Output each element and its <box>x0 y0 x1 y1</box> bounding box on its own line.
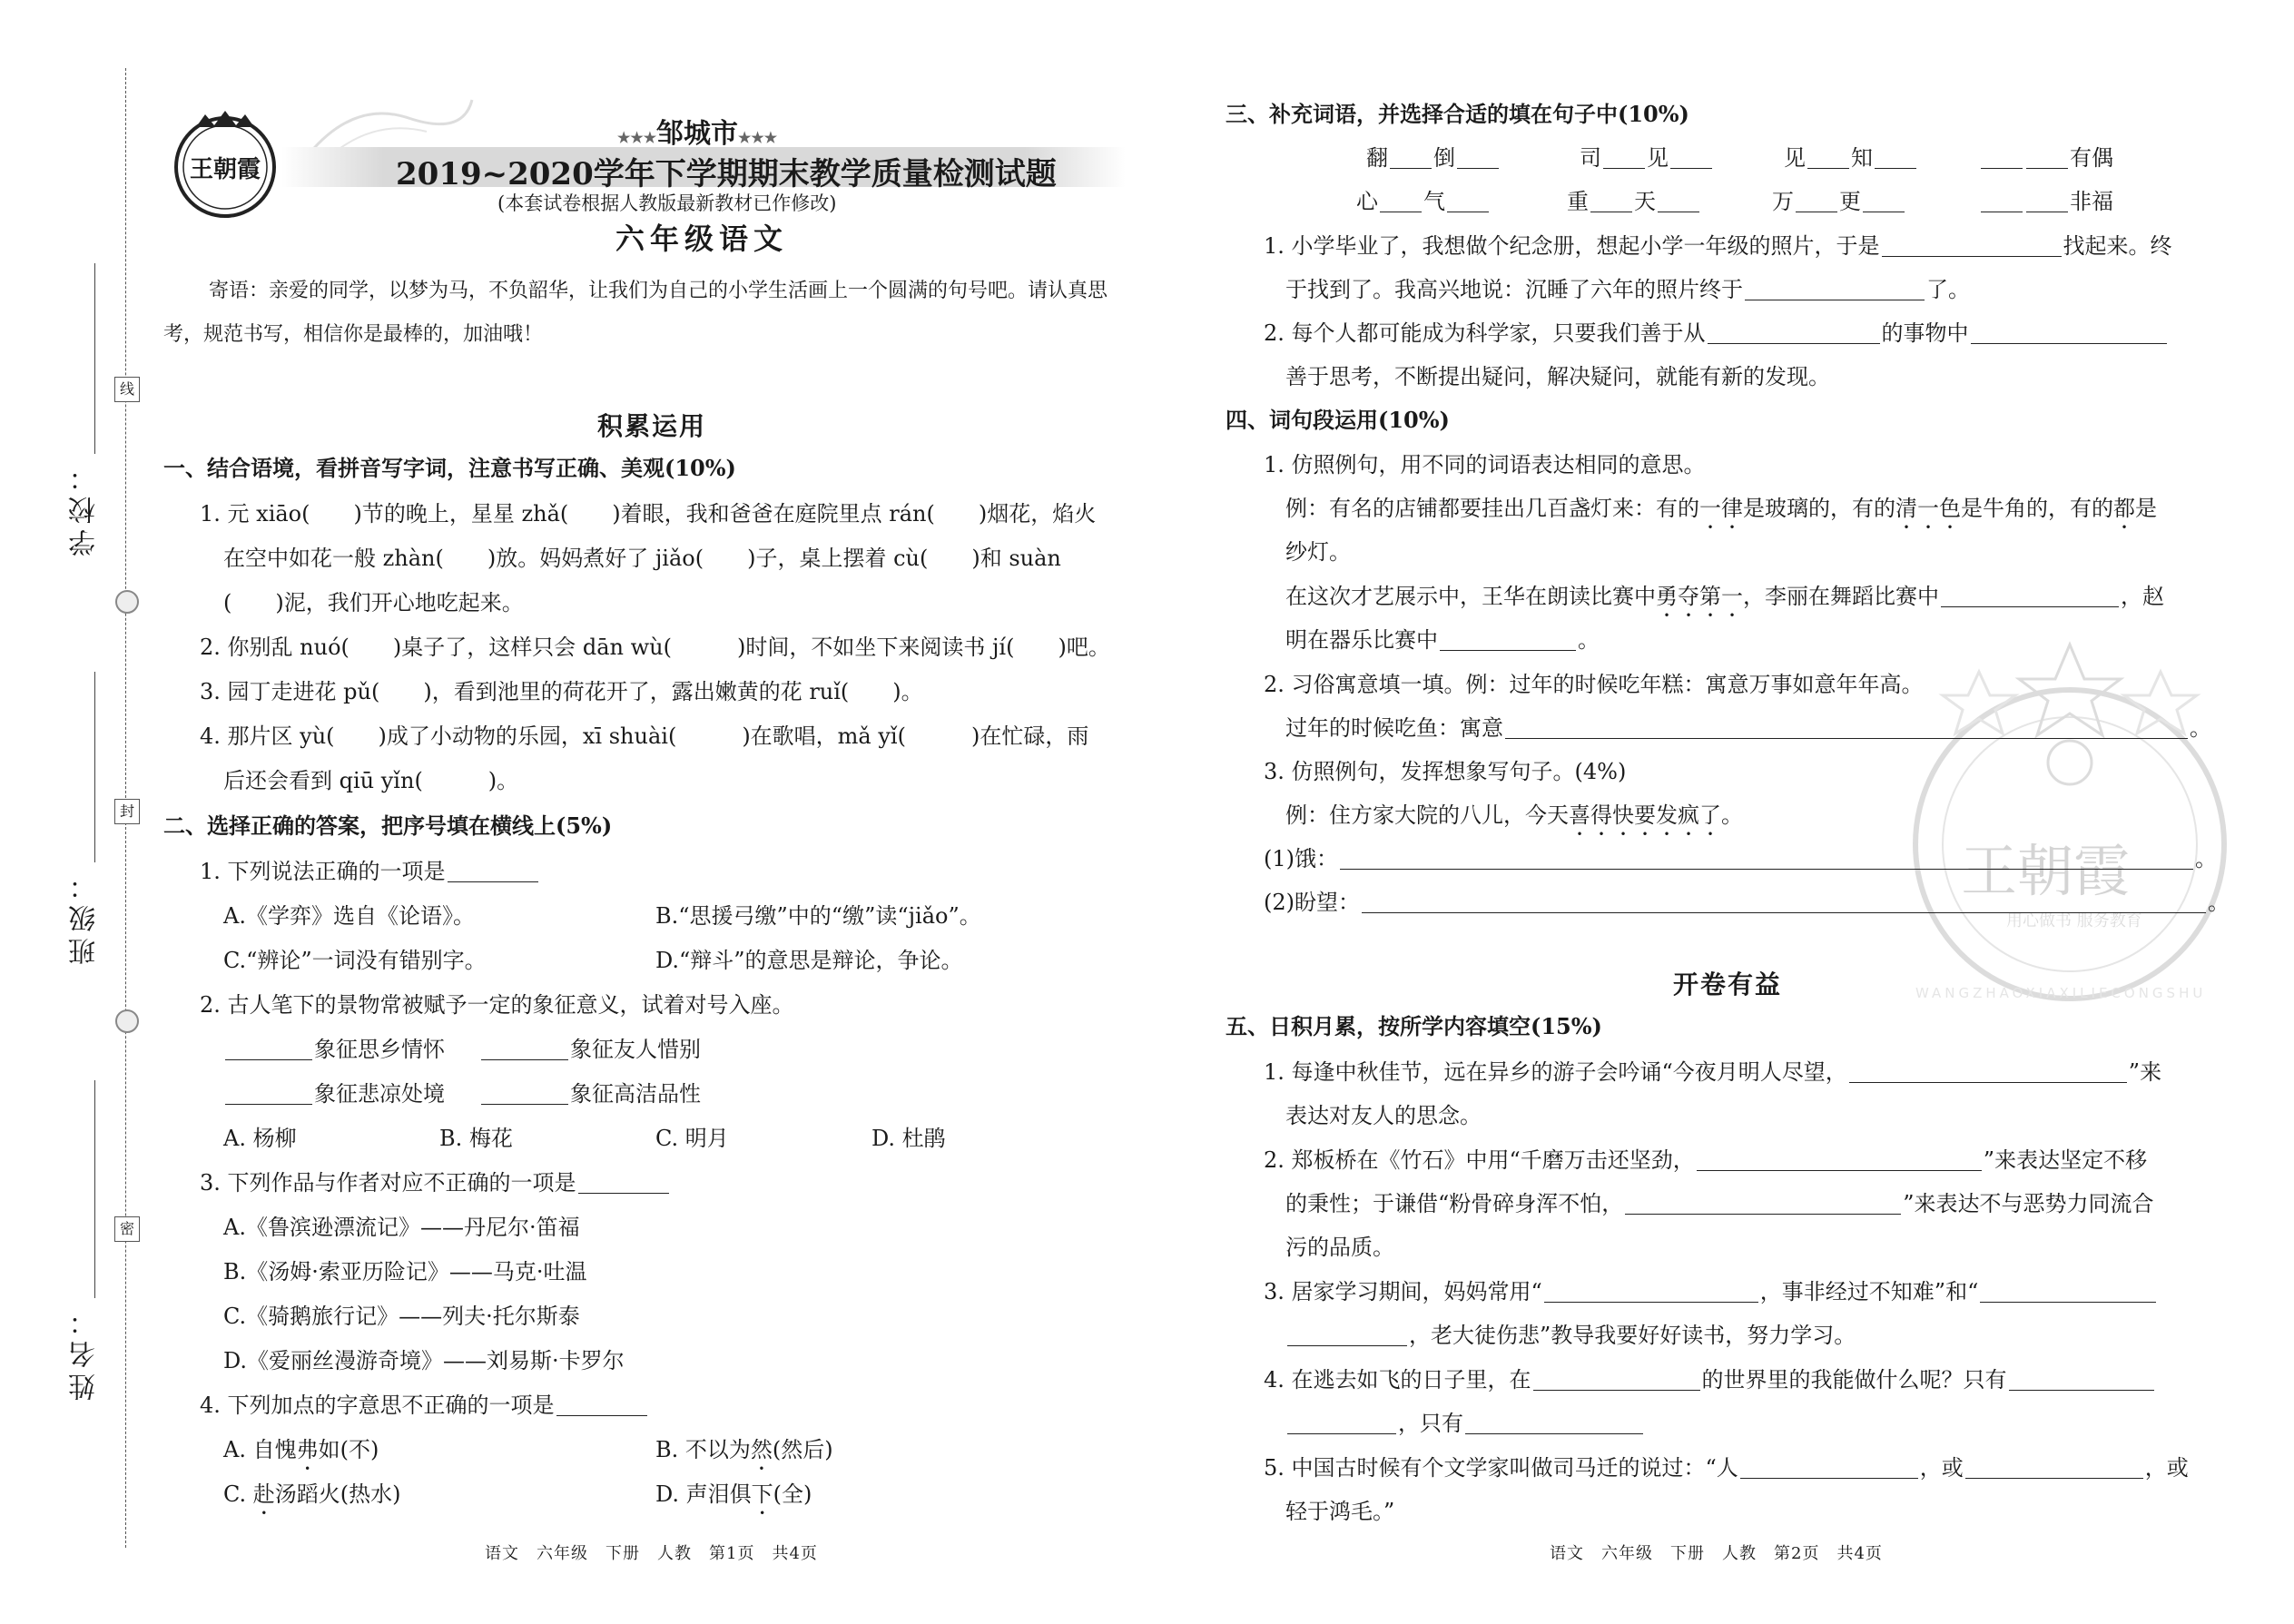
q-text: 的事物中 <box>1881 320 1969 346</box>
logo <box>169 107 281 220</box>
q2-s4-option-d <box>655 1480 812 1520</box>
dotted-word: 都 <box>2113 496 2135 521</box>
dotted-char: 弗 <box>296 1437 319 1462</box>
class-line <box>94 672 95 862</box>
dotted-word: 清一色 <box>1895 496 1961 521</box>
q4-task-1-line-2 <box>1285 625 1600 655</box>
q-text: 例：有名的店铺都要挂出几百盏灯来：有的 <box>1285 496 1699 521</box>
q-text: 2. 每个人都可能成为科学家，只要我们善于从 <box>1264 320 1706 346</box>
q1-line-3: ( )泥，我们开心地吃起来。 <box>223 590 524 615</box>
q2-s2-blank[interactable] <box>225 1038 312 1060</box>
q2-s3-blank[interactable] <box>578 1171 669 1194</box>
word-char: 倒 <box>1433 145 1455 171</box>
q5-blank[interactable] <box>1287 1324 1407 1346</box>
q3-word-4 <box>1979 143 2113 172</box>
q4-s2: 2. 习俗寓意填一填。例：过年的时候吃年糕：寓意万事如意年年高。 <box>1264 672 1924 697</box>
q2-s2-r2a: 象征悲凉处境 <box>314 1081 445 1107</box>
word-char: 非福 <box>2070 189 2113 214</box>
q2-s2-blank[interactable] <box>481 1038 568 1060</box>
message-line-1: 寄语：亲爱的同学，以梦为马，不负韶华，让我们为自己的小学生活画上一个圆满的句号吧。请认真思 <box>209 280 1108 302</box>
q2-s2-r2b: 象征高洁品性 <box>570 1081 701 1107</box>
region-stars-right: ★★★ <box>738 129 778 146</box>
school-line <box>94 263 95 454</box>
seal-char-xian: 线 <box>114 377 140 402</box>
q-text: 例：住方家大院的八儿，今天 <box>1285 802 1569 828</box>
dotted-char: 然 <box>750 1437 773 1462</box>
watermark-text: 王朝霞 <box>1961 838 2131 904</box>
q2-heading: 二、选择正确的答案，把序号填在横线上(5%) <box>163 812 613 839</box>
q-text: ，赵 <box>2121 584 2164 609</box>
q3-word-5 <box>1356 187 1491 216</box>
q5-blank[interactable] <box>2009 1368 2154 1391</box>
q4-heading: 四、词句段运用(10%) <box>1226 407 1450 433</box>
q5-s1-line-2: 表达对友人的思念。 <box>1285 1103 1482 1128</box>
q4-blank[interactable] <box>1362 891 2206 913</box>
q2-s1 <box>200 857 540 886</box>
q2-s1-option-b: B.“思援弓缴”中的“缴”读“jiǎo”。 <box>655 903 981 929</box>
q5-blank[interactable] <box>1740 1456 1918 1479</box>
q3-word-2 <box>1580 143 1714 172</box>
word-char: 重 <box>1567 189 1589 214</box>
opt-text: 汤蹈火(热水) <box>274 1481 401 1507</box>
q2-s2-option-b: B. 梅花 <box>439 1126 513 1151</box>
q2-s3-option-d: D.《爱丽丝漫游奇境》——刘易斯·卡罗尔 <box>223 1348 625 1373</box>
word-blank[interactable] <box>1457 146 1499 169</box>
q2-s1-option-a: A.《学弈》选自《论语》。 <box>223 903 475 929</box>
word-char: 有偶 <box>2070 145 2113 171</box>
q5-blank[interactable] <box>1287 1412 1396 1434</box>
q-text: ，老大徒伤悲”教导我要好好读书，努力学习。 <box>1409 1323 1856 1348</box>
opt-text: 如(不) <box>318 1437 379 1462</box>
q-text: 。 <box>1721 802 1743 828</box>
dotted-char: 下 <box>751 1481 773 1507</box>
q-text: 明在器乐比赛中 <box>1285 627 1438 653</box>
q3-s1-line-2 <box>1285 275 1970 304</box>
q-text: 是 <box>2135 496 2157 521</box>
q5-s2-line-3: 污的品质。 <box>1285 1235 1394 1260</box>
q3-word-6 <box>1567 187 1701 216</box>
region-stars-left: ★★★ <box>617 129 657 146</box>
q2-s4-blank[interactable] <box>556 1393 647 1416</box>
q-text: 。 <box>2195 846 2217 871</box>
q3-heading: 三、补充词语，并选择合适的填在句子中(10%) <box>1226 101 1689 127</box>
school-label: 学校： <box>69 458 101 556</box>
q3-s2-line-1 <box>1264 319 2169 348</box>
q2-s3 <box>200 1168 671 1197</box>
opt-text: C. <box>223 1481 253 1507</box>
q-text: 5. 中国古时候有个文学家叫做司马迁的说过：“人 <box>1264 1455 1738 1481</box>
q5-blank[interactable] <box>1533 1368 1700 1391</box>
q5-s2-line-1 <box>1264 1146 2147 1175</box>
q3-blank[interactable] <box>1882 234 2062 257</box>
q2-s3-option-b: B.《汤姆·索亚历险记》——马克·吐温 <box>223 1259 587 1284</box>
word-char: 司 <box>1580 145 1601 171</box>
q4-s2-task <box>1285 714 2211 743</box>
q-text: 的世界里的我能做什么呢？只有 <box>1701 1367 2007 1393</box>
exam-subject: 六年级语文 <box>615 221 789 256</box>
word-blank[interactable] <box>1390 146 1432 169</box>
opt-text: (然后) <box>772 1437 833 1462</box>
q3-s2-line-2: 善于思考，不断提出疑问，解决疑问，就能有新的发现。 <box>1285 364 1830 389</box>
q5-blank[interactable] <box>1697 1148 1982 1171</box>
q2-s4-option-b <box>655 1435 833 1475</box>
q-text: 是玻璃的，有的 <box>1743 496 1895 521</box>
q5-s5-line-2: 轻于鸿毛。” <box>1285 1499 1395 1524</box>
q5-s3-line-1 <box>1264 1277 2158 1306</box>
q2-s3-option-c: C.《骑鹅旅行记》——列夫·托尔斯泰 <box>223 1304 580 1329</box>
q4-example-1 <box>1285 494 2157 534</box>
q5-blank[interactable] <box>1965 1456 2143 1479</box>
name-line <box>94 1080 95 1298</box>
q2-s4-text: 4. 下列加点的字意思不正确的一项是 <box>200 1393 555 1418</box>
q-text: ，只有 <box>1398 1411 1463 1436</box>
dotted-word: 喜得快要发疯了 <box>1569 802 1721 828</box>
q5-s1-line-1 <box>1264 1058 2161 1087</box>
q-text: ，事非经过不知难”和“ <box>1759 1279 1979 1304</box>
q5-s4-line-2 <box>1285 1409 1645 1438</box>
binding-knot <box>115 590 139 614</box>
q2-s3-text: 3. 下列作品与作者对应不正确的一项是 <box>200 1170 576 1196</box>
q4-example-3 <box>1285 801 1743 841</box>
q3-word-7 <box>1772 187 1906 216</box>
q5-blank[interactable] <box>1980 1280 2156 1303</box>
section-title-kaijuan: 开卷有益 <box>1673 969 1783 999</box>
q2-s2-row-1 <box>223 1035 701 1064</box>
q2-s1-option-c: C.“辨论”一词没有错别字。 <box>223 948 487 973</box>
q2-s2-blank[interactable] <box>481 1082 568 1105</box>
q-text: ”来表达坚定不移 <box>1983 1147 2148 1173</box>
word-blank[interactable] <box>1380 190 1422 212</box>
q3-blank[interactable] <box>1708 321 1880 344</box>
q-text: 2. 郑板桥在《竹石》中用“千磨万击还坚劲， <box>1264 1147 1695 1173</box>
dotted-word: 勇夺第一 <box>1656 584 1743 609</box>
q2-s2-option-a: A. 杨柳 <box>223 1126 297 1151</box>
word-char: 见 <box>1784 145 1806 171</box>
q4-task-1-line-1 <box>1285 582 2164 622</box>
footer-right: 语文 六年级 下册 人教 第2页 共4页 <box>1550 1544 1883 1563</box>
q5-s2-line-2 <box>1285 1189 2154 1218</box>
opt-text: (全) <box>773 1481 812 1507</box>
q-text: (1)饿： <box>1264 846 1338 871</box>
q4-blank[interactable] <box>1941 585 2119 607</box>
word-blank[interactable] <box>1590 190 1632 212</box>
q4-item-1 <box>1264 844 2217 873</box>
word-char: 心 <box>1356 189 1378 214</box>
section-title-jilei: 积累运用 <box>597 411 707 441</box>
q2-s2-blank[interactable] <box>225 1082 312 1105</box>
word-blank[interactable] <box>1875 146 1916 169</box>
q5-blank[interactable] <box>1465 1412 1643 1434</box>
q2-s2-row-2 <box>223 1079 701 1108</box>
opt-text: A. 自愧 <box>223 1437 297 1462</box>
q2-s4-option-c <box>223 1480 401 1520</box>
q1-heading: 一、结合语境，看拼音写字词，注意书写正确、美观(10%) <box>163 455 736 481</box>
q5-s5-line-1 <box>1264 1453 2189 1482</box>
region-line <box>617 111 777 151</box>
opt-text: B. 不以为 <box>655 1437 751 1462</box>
word-char: 万 <box>1772 189 1794 214</box>
q4-item-2 <box>1264 888 2230 917</box>
q5-s3-line-2 <box>1285 1321 1856 1350</box>
q4-s3: 3. 仿照例句，发挥想象写句子。(4%) <box>1264 759 1627 784</box>
dotted-word: 一律 <box>1699 496 1743 521</box>
q1-line-5: 3. 园丁走进花 pǔ( )，看到池里的荷花开了，露出嫩黄的花 ruǐ( )。 <box>200 679 923 704</box>
q2-s2-r1b: 象征友人惜别 <box>570 1037 701 1062</box>
message-line-2: 考，规范书写，相信你是最棒的，加油哦！ <box>163 323 544 346</box>
q2-s3-option-a: A.《鲁滨逊漂流记》——丹尼尔·笛福 <box>223 1215 580 1240</box>
q-text: 的秉性；于谦借“粉骨碎身浑不怕， <box>1285 1191 1624 1216</box>
q1-line-1: 1. 元 xiāo( )节的晚上，星星 zhǎ( )着眼，我和爸爸在庭院里点 rán( )烟花，焰火 <box>200 501 1097 527</box>
q5-heading: 五、日积月累，按所学内容填空(15%) <box>1226 1013 1602 1039</box>
q3-word-1 <box>1366 143 1501 172</box>
q1-line-6: 4. 那片区 yù( )成了小动物的乐园，xī shuài( )在歌唱，mǎ yǐ( )在忙碌，雨 <box>200 723 1089 749</box>
word-blank[interactable] <box>2026 190 2068 212</box>
word-blank[interactable] <box>1863 190 1905 212</box>
name-label: 姓名： <box>69 1303 101 1401</box>
word-char: 天 <box>1634 189 1656 214</box>
q4-blank[interactable] <box>1505 716 2188 739</box>
region-name: 邹城市 <box>656 118 739 150</box>
q1-line-7: 后还会看到 qiū yǐn( )。 <box>223 768 519 793</box>
word-blank[interactable] <box>1447 190 1489 212</box>
q-text: 1. 小学毕业了，我想做个纪念册，想起小学一年级的照片，于是 <box>1264 233 1880 259</box>
q2-s1-option-d: D.“辩斗”的意思是辩论，争论。 <box>655 948 963 973</box>
q1-line-4: 2. 你别乱 nuó( )桌子了，这样只会 dān wù( )时间，不如坐下来阅读书 jí( )吧。 <box>200 635 1110 660</box>
q4-s1: 1. 仿照例句，用不同的词语表达相同的意思。 <box>1264 452 1706 477</box>
q-text: 4. 在逃去如飞的日子里，在 <box>1264 1367 1531 1393</box>
q-text: 在这次才艺展示中，王华在朗读比赛中 <box>1285 584 1656 609</box>
word-char: 气 <box>1423 189 1445 214</box>
q5-blank[interactable] <box>1625 1192 1901 1215</box>
watermark <box>1879 635 2260 1017</box>
q-text: 了。 <box>1926 277 1970 302</box>
word-blank[interactable] <box>1603 146 1645 169</box>
q5-blank[interactable] <box>1544 1280 1758 1303</box>
q4-example-1-end: 纱灯。 <box>1285 539 1351 565</box>
logo-text: 王朝霞 <box>189 156 261 183</box>
word-blank[interactable] <box>1670 146 1712 169</box>
q3-word-3 <box>1784 143 1918 172</box>
watermark-sub: 用心做书 服务教育 <box>2006 911 2142 930</box>
watermark-ring: WANGZHAOXIAXILIECONGSHU <box>1915 985 2207 1001</box>
q5-s4-line-1 <box>1264 1365 2156 1394</box>
q-text: (2)盼望： <box>1264 890 1360 915</box>
word-blank[interactable] <box>1981 146 2023 169</box>
q2-s2-option-d: D. 杜鹃 <box>871 1126 946 1151</box>
q2-s4-option-a <box>223 1435 379 1475</box>
q5-blank[interactable] <box>1849 1060 2127 1083</box>
word-blank[interactable] <box>1658 190 1699 212</box>
q-text: ，或 <box>1919 1455 1964 1481</box>
q2-s2: 2. 古人笔下的景物常被赋予一定的象征意义，试着对号入座。 <box>200 992 794 1018</box>
q-text: 。 <box>2190 715 2211 741</box>
word-blank[interactable] <box>2026 146 2068 169</box>
q-text: ”来表达不与恶势力同流合 <box>1903 1191 2154 1216</box>
word-blank[interactable] <box>1807 146 1849 169</box>
q-text: 是牛角的，有的 <box>1961 496 2113 521</box>
q2-s2-option-c: C. 明月 <box>655 1126 729 1151</box>
footer-left: 语文 六年级 下册 人教 第1页 共4页 <box>485 1544 818 1563</box>
binding-knot <box>115 1009 139 1033</box>
exam-title: 2019~2020学年下学期期末教学质量检测试题 <box>396 156 1057 192</box>
q2-s4 <box>200 1391 649 1420</box>
q-text: 于找到了。我高兴地说：沉睡了六年的照片终于 <box>1285 277 1743 302</box>
word-char: 见 <box>1647 145 1669 171</box>
q-text: 1. 每逢中秋佳节，远在异乡的游子会吟诵“今夜月明人尽望， <box>1264 1059 1847 1085</box>
word-blank[interactable] <box>1796 190 1837 212</box>
q-text: ”来 <box>2128 1059 2162 1085</box>
q-text: 。 <box>2208 890 2230 915</box>
word-blank[interactable] <box>1981 190 2023 212</box>
q3-word-8 <box>1979 187 2113 216</box>
seal-char-mi: 密 <box>114 1216 140 1242</box>
q-text: 3. 居家学习期间，妈妈常用“ <box>1264 1279 1542 1304</box>
q-text: 。 <box>1578 627 1600 653</box>
q-text: ，李丽在舞蹈比赛中 <box>1743 584 1939 609</box>
q-text: ，或 <box>2144 1455 2189 1481</box>
word-char: 翻 <box>1366 145 1388 171</box>
word-char: 知 <box>1851 145 1873 171</box>
q-text: 过年的时候吃鱼：寓意 <box>1285 715 1503 741</box>
q2-s2-r1a: 象征思乡情怀 <box>314 1037 445 1062</box>
exam-subtitle: (本套试卷根据人教版最新教材已作修改) <box>497 192 837 214</box>
q3-blank[interactable] <box>1745 278 1925 300</box>
dotted-char: 赴 <box>252 1481 275 1507</box>
q1-line-2: 在空中如花一般 zhàn( )放。妈妈煮好了 jiǎo( )子，桌上摆着 cù( )和 suàn <box>223 546 1061 571</box>
q2-s1-text: 1. 下列说法正确的一项是 <box>200 859 446 884</box>
opt-text: D. 声泪俱 <box>655 1481 752 1507</box>
class-label: 班级： <box>69 867 101 965</box>
seal-char-feng: 封 <box>114 799 140 824</box>
q3-blank[interactable] <box>1971 321 2167 344</box>
q-text: 找起来。终 <box>2063 233 2172 259</box>
q2-s1-blank[interactable] <box>448 860 538 882</box>
q4-blank[interactable] <box>1340 847 2193 870</box>
q4-blank[interactable] <box>1440 628 1576 651</box>
q3-s1-line-1 <box>1264 231 2172 261</box>
word-char: 更 <box>1839 189 1861 214</box>
